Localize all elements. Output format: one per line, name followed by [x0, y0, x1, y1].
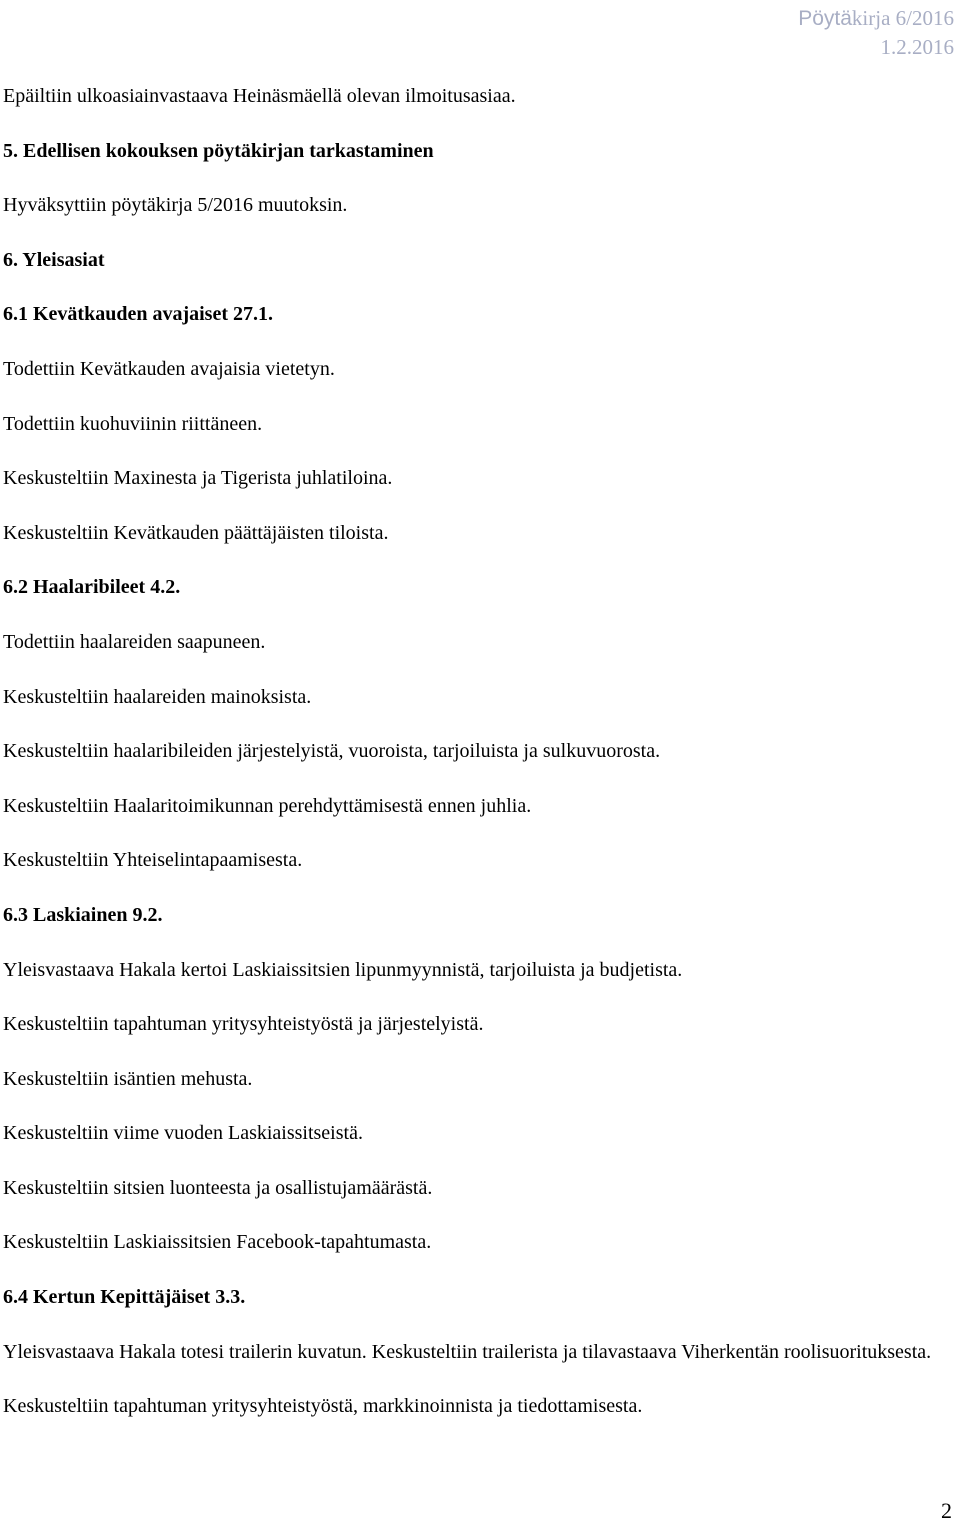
subsection-heading: 6.4 Kertun Kepittäjäiset 3.3.	[3, 1286, 246, 1309]
paragraph: Todettiin kuohuviinin riittäneen.	[3, 412, 263, 435]
section-heading: 6. Yleisasiat	[3, 248, 105, 271]
paragraph: Keskusteltiin tapahtuman yritysyhteistyöstä ja järjestelyistä.	[3, 1013, 484, 1036]
paragraph: Todettiin haalareiden saapuneen.	[3, 630, 266, 653]
paragraph: Keskusteltiin sitsien luonteesta ja osallistujamäärästä.	[3, 1176, 433, 1199]
paragraph: Keskusteltiin haalareiden mainoksista.	[3, 685, 312, 708]
document-title-part-1: Pöytä	[798, 7, 852, 30]
paragraph: Keskusteltiin Maxinesta ja Tigerista juhlatiloina.	[3, 467, 393, 490]
page-number: 2	[941, 1498, 952, 1523]
subsection-heading: 6.3 Laskiainen 9.2.	[3, 903, 163, 926]
document-title	[798, 4, 954, 33]
paragraph: Epäiltiin ulkoasiainvastaava Heinäsmäellä olevan ilmoitusasiaa.	[3, 85, 516, 107]
subsection-heading: 6.2 Haalaribileet 4.2.	[3, 576, 181, 599]
paragraph: Hyväksyttiin pöytäkirja 5/2016 muutoksin.	[3, 194, 348, 217]
document-body	[3, 83, 943, 1448]
paragraph: Keskusteltiin tapahtuman yritysyhteistyöstä, markkinoinnista ja tiedottamisesta.	[3, 1395, 643, 1418]
page-header	[798, 4, 954, 62]
document-title-part-2: kirja 6/2016	[851, 6, 954, 30]
subsection-heading: 6.1 Kevätkauden avajaiset 27.1.	[3, 303, 273, 326]
paragraph: Todettiin Kevätkauden avajaisia vietetyn.	[3, 357, 335, 380]
paragraph: Yleisvastaava Hakala kertoi Laskiaissitsien lipunmyynnistä, tarjoiluista ja budjetista.	[3, 958, 683, 981]
paragraph: Yleisvastaava Hakala totesi trailerin kuvatun. Keskusteltiin trailerista ja tilavastaava Viherkentän roolisuorituksesta.	[3, 1340, 932, 1363]
paragraph: Keskusteltiin isäntien mehusta.	[3, 1067, 253, 1090]
section-heading: 5. Edellisen kokouksen pöytäkirjan tarkastaminen	[3, 139, 434, 162]
document-date: 1.2.2016	[880, 35, 954, 59]
paragraph: Keskusteltiin Haalaritoimikunnan perehdyttämisestä ennen juhlia.	[3, 794, 532, 817]
paragraph: Keskusteltiin haalaribileiden järjestelyistä, vuoroista, tarjoiluista ja sulkuvuorosta.	[3, 740, 661, 763]
paragraph: Keskusteltiin viime vuoden Laskiaissitseistä.	[3, 1122, 363, 1145]
paragraph: Keskusteltiin Yhteiselintapaamisesta.	[3, 849, 303, 872]
paragraph: Keskusteltiin Kevätkauden päättäjäisten tiloista.	[3, 521, 389, 544]
paragraph: Keskusteltiin Laskiaissitsien Facebook-tapahtumasta.	[3, 1231, 432, 1254]
